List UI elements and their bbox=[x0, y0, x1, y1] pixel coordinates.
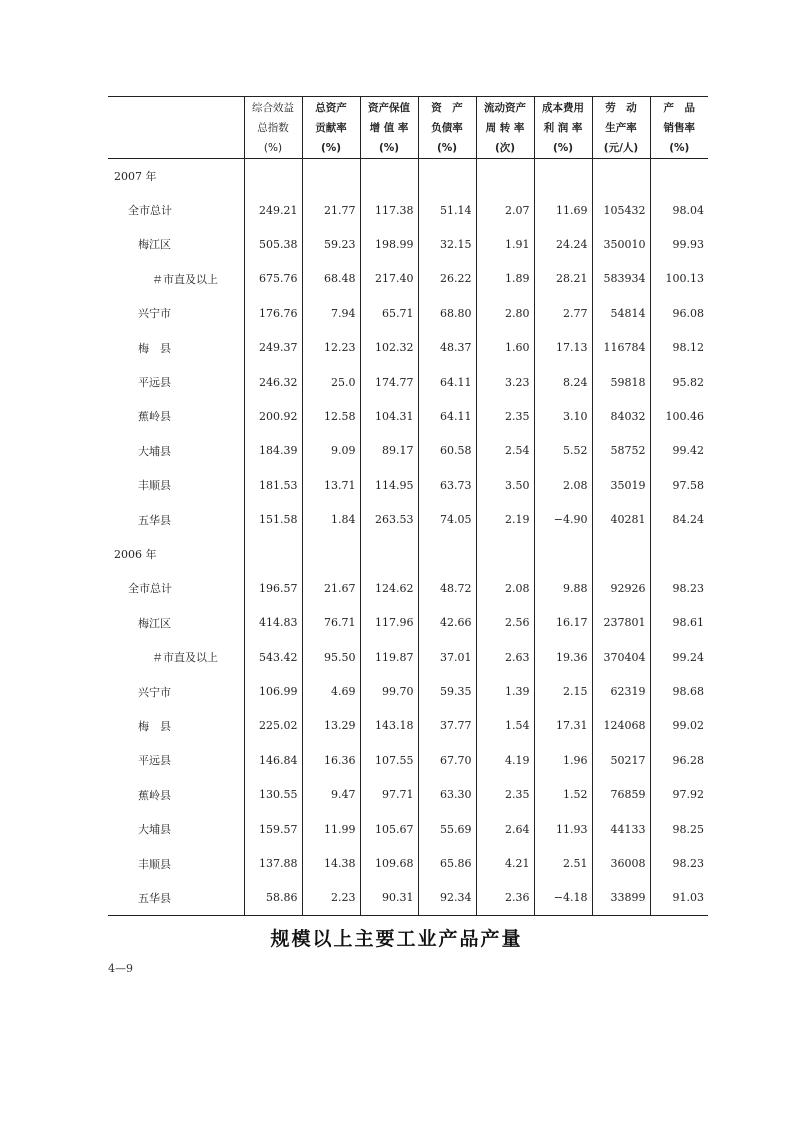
header-line: 负债率 bbox=[431, 121, 463, 134]
table-row bbox=[108, 330, 708, 364]
table-row bbox=[108, 881, 708, 915]
row-label: 大埔县 bbox=[138, 823, 171, 837]
year-row bbox=[108, 537, 708, 571]
data-cell: 104.31 bbox=[360, 399, 418, 433]
header-line: 贡献率 bbox=[315, 121, 347, 134]
data-cell: 505.38 bbox=[244, 227, 302, 261]
table-row bbox=[108, 193, 708, 227]
data-cell: 63.73 bbox=[418, 468, 476, 502]
data-cell: 36008 bbox=[592, 846, 650, 880]
data-cell: 17.13 bbox=[534, 330, 592, 364]
data-cell: 7.94 bbox=[302, 296, 360, 330]
header-line: (%) bbox=[669, 141, 690, 154]
data-cell: 9.88 bbox=[534, 571, 592, 605]
data-cell: 198.99 bbox=[360, 227, 418, 261]
data-cell: 1.84 bbox=[302, 502, 360, 536]
data-cell: 2.63 bbox=[476, 640, 534, 674]
data-cell: 100.13 bbox=[650, 262, 708, 296]
data-cell: 84032 bbox=[592, 399, 650, 433]
data-cell: 109.68 bbox=[360, 846, 418, 880]
data-cell: 350010 bbox=[592, 227, 650, 261]
data-cell: 32.15 bbox=[418, 227, 476, 261]
data-cell: 2.77 bbox=[534, 296, 592, 330]
data-cell: 92926 bbox=[592, 571, 650, 605]
table-row bbox=[108, 296, 708, 330]
row-label: 全市总计 bbox=[128, 204, 172, 218]
data-cell: 1.89 bbox=[476, 262, 534, 296]
data-cell: 105.67 bbox=[360, 812, 418, 846]
data-cell: 237801 bbox=[592, 606, 650, 640]
data-cell bbox=[476, 537, 534, 571]
data-cell: 5.52 bbox=[534, 434, 592, 468]
data-cell: 17.31 bbox=[534, 709, 592, 743]
table-row bbox=[108, 674, 708, 708]
data-cell: 181.53 bbox=[244, 468, 302, 502]
data-cell: 1.91 bbox=[476, 227, 534, 261]
data-cell: 98.61 bbox=[650, 606, 708, 640]
data-cell: 2.07 bbox=[476, 193, 534, 227]
table-body bbox=[108, 159, 708, 916]
table-row bbox=[108, 778, 708, 812]
data-cell: 48.72 bbox=[418, 571, 476, 605]
data-cell: 124068 bbox=[592, 709, 650, 743]
data-cell: 97.92 bbox=[650, 778, 708, 812]
data-cell: 246.32 bbox=[244, 365, 302, 399]
header-line: 总资产 bbox=[315, 101, 347, 114]
data-cell: 117.96 bbox=[360, 606, 418, 640]
data-cell: 63.30 bbox=[418, 778, 476, 812]
table-row bbox=[108, 502, 708, 536]
data-cell: 2.08 bbox=[534, 468, 592, 502]
data-cell: 25.0 bbox=[302, 365, 360, 399]
header-line: 成本费用 bbox=[542, 101, 584, 114]
data-cell: 90.31 bbox=[360, 881, 418, 915]
data-cell: 21.67 bbox=[302, 571, 360, 605]
table-row bbox=[108, 812, 708, 846]
data-cell: 130.55 bbox=[244, 778, 302, 812]
data-cell: 2.19 bbox=[476, 502, 534, 536]
table-row bbox=[108, 434, 708, 468]
data-cell: 11.93 bbox=[534, 812, 592, 846]
data-cell: 95.50 bbox=[302, 640, 360, 674]
data-cell: 12.23 bbox=[302, 330, 360, 364]
data-cell: 543.42 bbox=[244, 640, 302, 674]
row-label: ＃市直及以上 bbox=[152, 651, 218, 665]
data-cell: 98.23 bbox=[650, 571, 708, 605]
data-cell: −4.18 bbox=[534, 881, 592, 915]
data-cell: 174.77 bbox=[360, 365, 418, 399]
data-cell: 675.76 bbox=[244, 262, 302, 296]
data-cell: 105432 bbox=[592, 193, 650, 227]
data-cell: 4.19 bbox=[476, 743, 534, 777]
data-cell: 102.32 bbox=[360, 330, 418, 364]
data-cell: 51.14 bbox=[418, 193, 476, 227]
data-cell: 98.12 bbox=[650, 330, 708, 364]
header-line: 流动资产 bbox=[484, 101, 526, 114]
header-cell-region bbox=[108, 97, 244, 159]
header-cell-6 bbox=[534, 97, 592, 159]
data-cell: 60.58 bbox=[418, 434, 476, 468]
data-cell: 13.29 bbox=[302, 709, 360, 743]
data-cell: 37.01 bbox=[418, 640, 476, 674]
data-cell: 8.24 bbox=[534, 365, 592, 399]
header-line: 利 润 率 bbox=[543, 121, 583, 134]
table-row bbox=[108, 846, 708, 880]
row-label: 平远县 bbox=[138, 754, 171, 768]
data-cell: 35019 bbox=[592, 468, 650, 502]
data-cell: 146.84 bbox=[244, 743, 302, 777]
row-label: 2007 年 bbox=[114, 169, 157, 183]
data-cell: 59.23 bbox=[302, 227, 360, 261]
data-cell: 65.71 bbox=[360, 296, 418, 330]
row-label: 大埔县 bbox=[138, 444, 171, 458]
data-cell: 97.71 bbox=[360, 778, 418, 812]
data-cell: 2.15 bbox=[534, 674, 592, 708]
data-cell: 2.08 bbox=[476, 571, 534, 605]
table-row bbox=[108, 399, 708, 433]
header-line: 销售率 bbox=[663, 121, 695, 134]
table-row bbox=[108, 606, 708, 640]
header-line: (%) bbox=[320, 141, 342, 154]
data-cell bbox=[650, 537, 708, 571]
data-cell: 124.62 bbox=[360, 571, 418, 605]
data-cell: 12.58 bbox=[302, 399, 360, 433]
data-cell: 1.96 bbox=[534, 743, 592, 777]
data-cell: 89.17 bbox=[360, 434, 418, 468]
data-cell bbox=[302, 159, 360, 193]
data-cell: 119.87 bbox=[360, 640, 418, 674]
row-label: 梅江区 bbox=[138, 616, 171, 630]
header-line: (%) bbox=[552, 141, 574, 154]
table-row bbox=[108, 709, 708, 743]
data-cell: 9.09 bbox=[302, 434, 360, 468]
data-cell: 116784 bbox=[592, 330, 650, 364]
data-cell bbox=[476, 159, 534, 193]
table-row bbox=[108, 365, 708, 399]
data-cell: 249.37 bbox=[244, 330, 302, 364]
data-cell: 370404 bbox=[592, 640, 650, 674]
table-row bbox=[108, 571, 708, 605]
data-cell: 159.57 bbox=[244, 812, 302, 846]
row-label: 蕉岭县 bbox=[138, 410, 171, 424]
header-cell-5 bbox=[476, 97, 534, 159]
year-row bbox=[108, 159, 708, 193]
table-header bbox=[108, 97, 708, 159]
table-row bbox=[108, 640, 708, 674]
data-cell: 583934 bbox=[592, 262, 650, 296]
header-cell-8 bbox=[650, 97, 708, 159]
data-cell: 98.23 bbox=[650, 846, 708, 880]
header-cell-2 bbox=[302, 97, 360, 159]
data-cell: 2.80 bbox=[476, 296, 534, 330]
data-cell: 40281 bbox=[592, 502, 650, 536]
row-label: 梅 县 bbox=[138, 719, 171, 733]
data-cell: 62319 bbox=[592, 674, 650, 708]
data-cell: 200.92 bbox=[244, 399, 302, 433]
data-cell: 4.69 bbox=[302, 674, 360, 708]
data-cell: 13.71 bbox=[302, 468, 360, 502]
row-label: 兴宁市 bbox=[138, 307, 171, 321]
data-cell: 2.64 bbox=[476, 812, 534, 846]
data-cell: 26.22 bbox=[418, 262, 476, 296]
data-cell: 95.82 bbox=[650, 365, 708, 399]
data-cell: 4.21 bbox=[476, 846, 534, 880]
data-cell: 67.70 bbox=[418, 743, 476, 777]
data-cell: 19.36 bbox=[534, 640, 592, 674]
data-cell: 1.39 bbox=[476, 674, 534, 708]
data-cell: 2.35 bbox=[476, 399, 534, 433]
data-cell: 2.56 bbox=[476, 606, 534, 640]
header-line: (元/人) bbox=[603, 141, 639, 154]
data-cell bbox=[592, 159, 650, 193]
data-cell: 91.03 bbox=[650, 881, 708, 915]
data-cell: 97.58 bbox=[650, 468, 708, 502]
data-cell: 184.39 bbox=[244, 434, 302, 468]
header-line: 资产保值 bbox=[368, 101, 410, 114]
data-cell: 1.54 bbox=[476, 709, 534, 743]
data-cell bbox=[650, 159, 708, 193]
data-cell bbox=[418, 159, 476, 193]
data-cell: 98.68 bbox=[650, 674, 708, 708]
data-cell: 55.69 bbox=[418, 812, 476, 846]
data-cell: 414.83 bbox=[244, 606, 302, 640]
row-label: 五华县 bbox=[108, 881, 244, 915]
data-cell: 225.02 bbox=[244, 709, 302, 743]
data-cell bbox=[302, 537, 360, 571]
data-cell: 137.88 bbox=[244, 846, 302, 880]
data-cell: 98.04 bbox=[650, 193, 708, 227]
data-cell: 96.28 bbox=[650, 743, 708, 777]
data-cell: 217.40 bbox=[360, 262, 418, 296]
data-cell: 3.23 bbox=[476, 365, 534, 399]
data-cell: 76859 bbox=[592, 778, 650, 812]
data-cell: 196.57 bbox=[244, 571, 302, 605]
row-label: 五华县 bbox=[138, 513, 171, 527]
header-cell-1 bbox=[244, 97, 302, 159]
header-line: 生产率 bbox=[605, 121, 637, 134]
data-cell: 151.58 bbox=[244, 502, 302, 536]
header-line: 综合效益 bbox=[252, 101, 294, 114]
data-cell: 37.77 bbox=[418, 709, 476, 743]
data-cell: 92.34 bbox=[418, 881, 476, 915]
data-cell: 42.66 bbox=[418, 606, 476, 640]
data-cell: 99.02 bbox=[650, 709, 708, 743]
data-cell: 249.21 bbox=[244, 193, 302, 227]
data-cell: 143.18 bbox=[360, 709, 418, 743]
data-cell: 106.99 bbox=[244, 674, 302, 708]
header-line: (%) bbox=[436, 141, 458, 154]
data-cell: 176.76 bbox=[244, 296, 302, 330]
row-label: 2006 年 bbox=[114, 547, 157, 561]
data-cell bbox=[592, 537, 650, 571]
data-cell: 65.86 bbox=[418, 846, 476, 880]
table-row bbox=[108, 227, 708, 261]
data-cell: 74.05 bbox=[418, 502, 476, 536]
data-cell: 3.10 bbox=[534, 399, 592, 433]
header-line: 周 转 率 bbox=[485, 121, 525, 134]
data-cell: 33899 bbox=[592, 881, 650, 915]
economic-benefit-table bbox=[108, 96, 708, 916]
table-row bbox=[108, 262, 708, 296]
data-cell: 64.11 bbox=[418, 365, 476, 399]
data-cell: 99.93 bbox=[650, 227, 708, 261]
row-label: ＃市直及以上 bbox=[152, 272, 218, 286]
row-label: 兴宁市 bbox=[138, 685, 171, 699]
data-cell bbox=[360, 537, 418, 571]
data-cell: 99.24 bbox=[650, 640, 708, 674]
data-cell: 114.95 bbox=[360, 468, 418, 502]
data-cell bbox=[360, 159, 418, 193]
data-cell: 99.70 bbox=[360, 674, 418, 708]
data-cell: 100.46 bbox=[650, 399, 708, 433]
data-cell: 59.35 bbox=[418, 674, 476, 708]
header-line: (次) bbox=[494, 141, 516, 154]
row-label: 梅 县 bbox=[138, 341, 171, 355]
data-cell: 11.99 bbox=[302, 812, 360, 846]
header-line: 资 产 bbox=[431, 101, 463, 114]
data-cell bbox=[534, 159, 592, 193]
header-cell-3 bbox=[360, 97, 418, 159]
data-cell: 58752 bbox=[592, 434, 650, 468]
row-label: 梅江区 bbox=[138, 238, 171, 252]
data-cell: 2.51 bbox=[534, 846, 592, 880]
data-cell: 2.23 bbox=[302, 881, 360, 915]
data-cell: −4.90 bbox=[534, 502, 592, 536]
header-row bbox=[108, 97, 708, 159]
data-cell: 2.36 bbox=[476, 881, 534, 915]
data-cell: 16.36 bbox=[302, 743, 360, 777]
data-cell: 58.86 bbox=[244, 881, 302, 915]
page-number: 4—9 bbox=[108, 962, 133, 975]
data-cell bbox=[244, 159, 302, 193]
header-cell-4 bbox=[418, 97, 476, 159]
header-line: 产 品 bbox=[663, 101, 695, 114]
data-cell: 2.54 bbox=[476, 434, 534, 468]
data-cell: 96.08 bbox=[650, 296, 708, 330]
data-cell: 263.53 bbox=[360, 502, 418, 536]
header-cell-7 bbox=[592, 97, 650, 159]
header-line: 劳 动 bbox=[605, 101, 637, 114]
data-cell: 76.71 bbox=[302, 606, 360, 640]
data-cell: 84.24 bbox=[650, 502, 708, 536]
data-cell: 2.35 bbox=[476, 778, 534, 812]
data-cell: 68.48 bbox=[302, 262, 360, 296]
data-cell: 64.11 bbox=[418, 399, 476, 433]
row-label: 全市总计 bbox=[128, 582, 172, 596]
data-cell: 1.60 bbox=[476, 330, 534, 364]
data-cell bbox=[534, 537, 592, 571]
section-caption: 规模以上主要工业产品产量 bbox=[270, 928, 523, 950]
data-cell: 16.17 bbox=[534, 606, 592, 640]
data-cell: 3.50 bbox=[476, 468, 534, 502]
data-cell: 14.38 bbox=[302, 846, 360, 880]
data-cell: 99.42 bbox=[650, 434, 708, 468]
data-cell: 54814 bbox=[592, 296, 650, 330]
data-cell: 50217 bbox=[592, 743, 650, 777]
data-cell: 1.52 bbox=[534, 778, 592, 812]
row-label: 蕉岭县 bbox=[138, 788, 171, 802]
header-line: (%) bbox=[378, 141, 400, 154]
table-row bbox=[108, 743, 708, 777]
data-cell: 107.55 bbox=[360, 743, 418, 777]
data-cell bbox=[418, 537, 476, 571]
data-cell: 117.38 bbox=[360, 193, 418, 227]
data-cell: 9.47 bbox=[302, 778, 360, 812]
data-cell: 11.69 bbox=[534, 193, 592, 227]
data-cell: 98.25 bbox=[650, 812, 708, 846]
table-row bbox=[108, 468, 708, 502]
data-cell bbox=[244, 537, 302, 571]
data-cell: 68.80 bbox=[418, 296, 476, 330]
data-cell: 44133 bbox=[592, 812, 650, 846]
data-cell: 21.77 bbox=[302, 193, 360, 227]
row-label: 丰顺县 bbox=[138, 479, 171, 493]
header-line: 总指数 bbox=[257, 121, 289, 134]
data-cell: 48.37 bbox=[418, 330, 476, 364]
data-cell: 24.24 bbox=[534, 227, 592, 261]
header-line: (%) bbox=[263, 141, 283, 154]
header-line: 增 值 率 bbox=[369, 121, 409, 134]
row-label: 丰顺县 bbox=[138, 857, 171, 871]
data-cell: 59818 bbox=[592, 365, 650, 399]
data-cell: 28.21 bbox=[534, 262, 592, 296]
row-label: 平远县 bbox=[138, 376, 171, 390]
